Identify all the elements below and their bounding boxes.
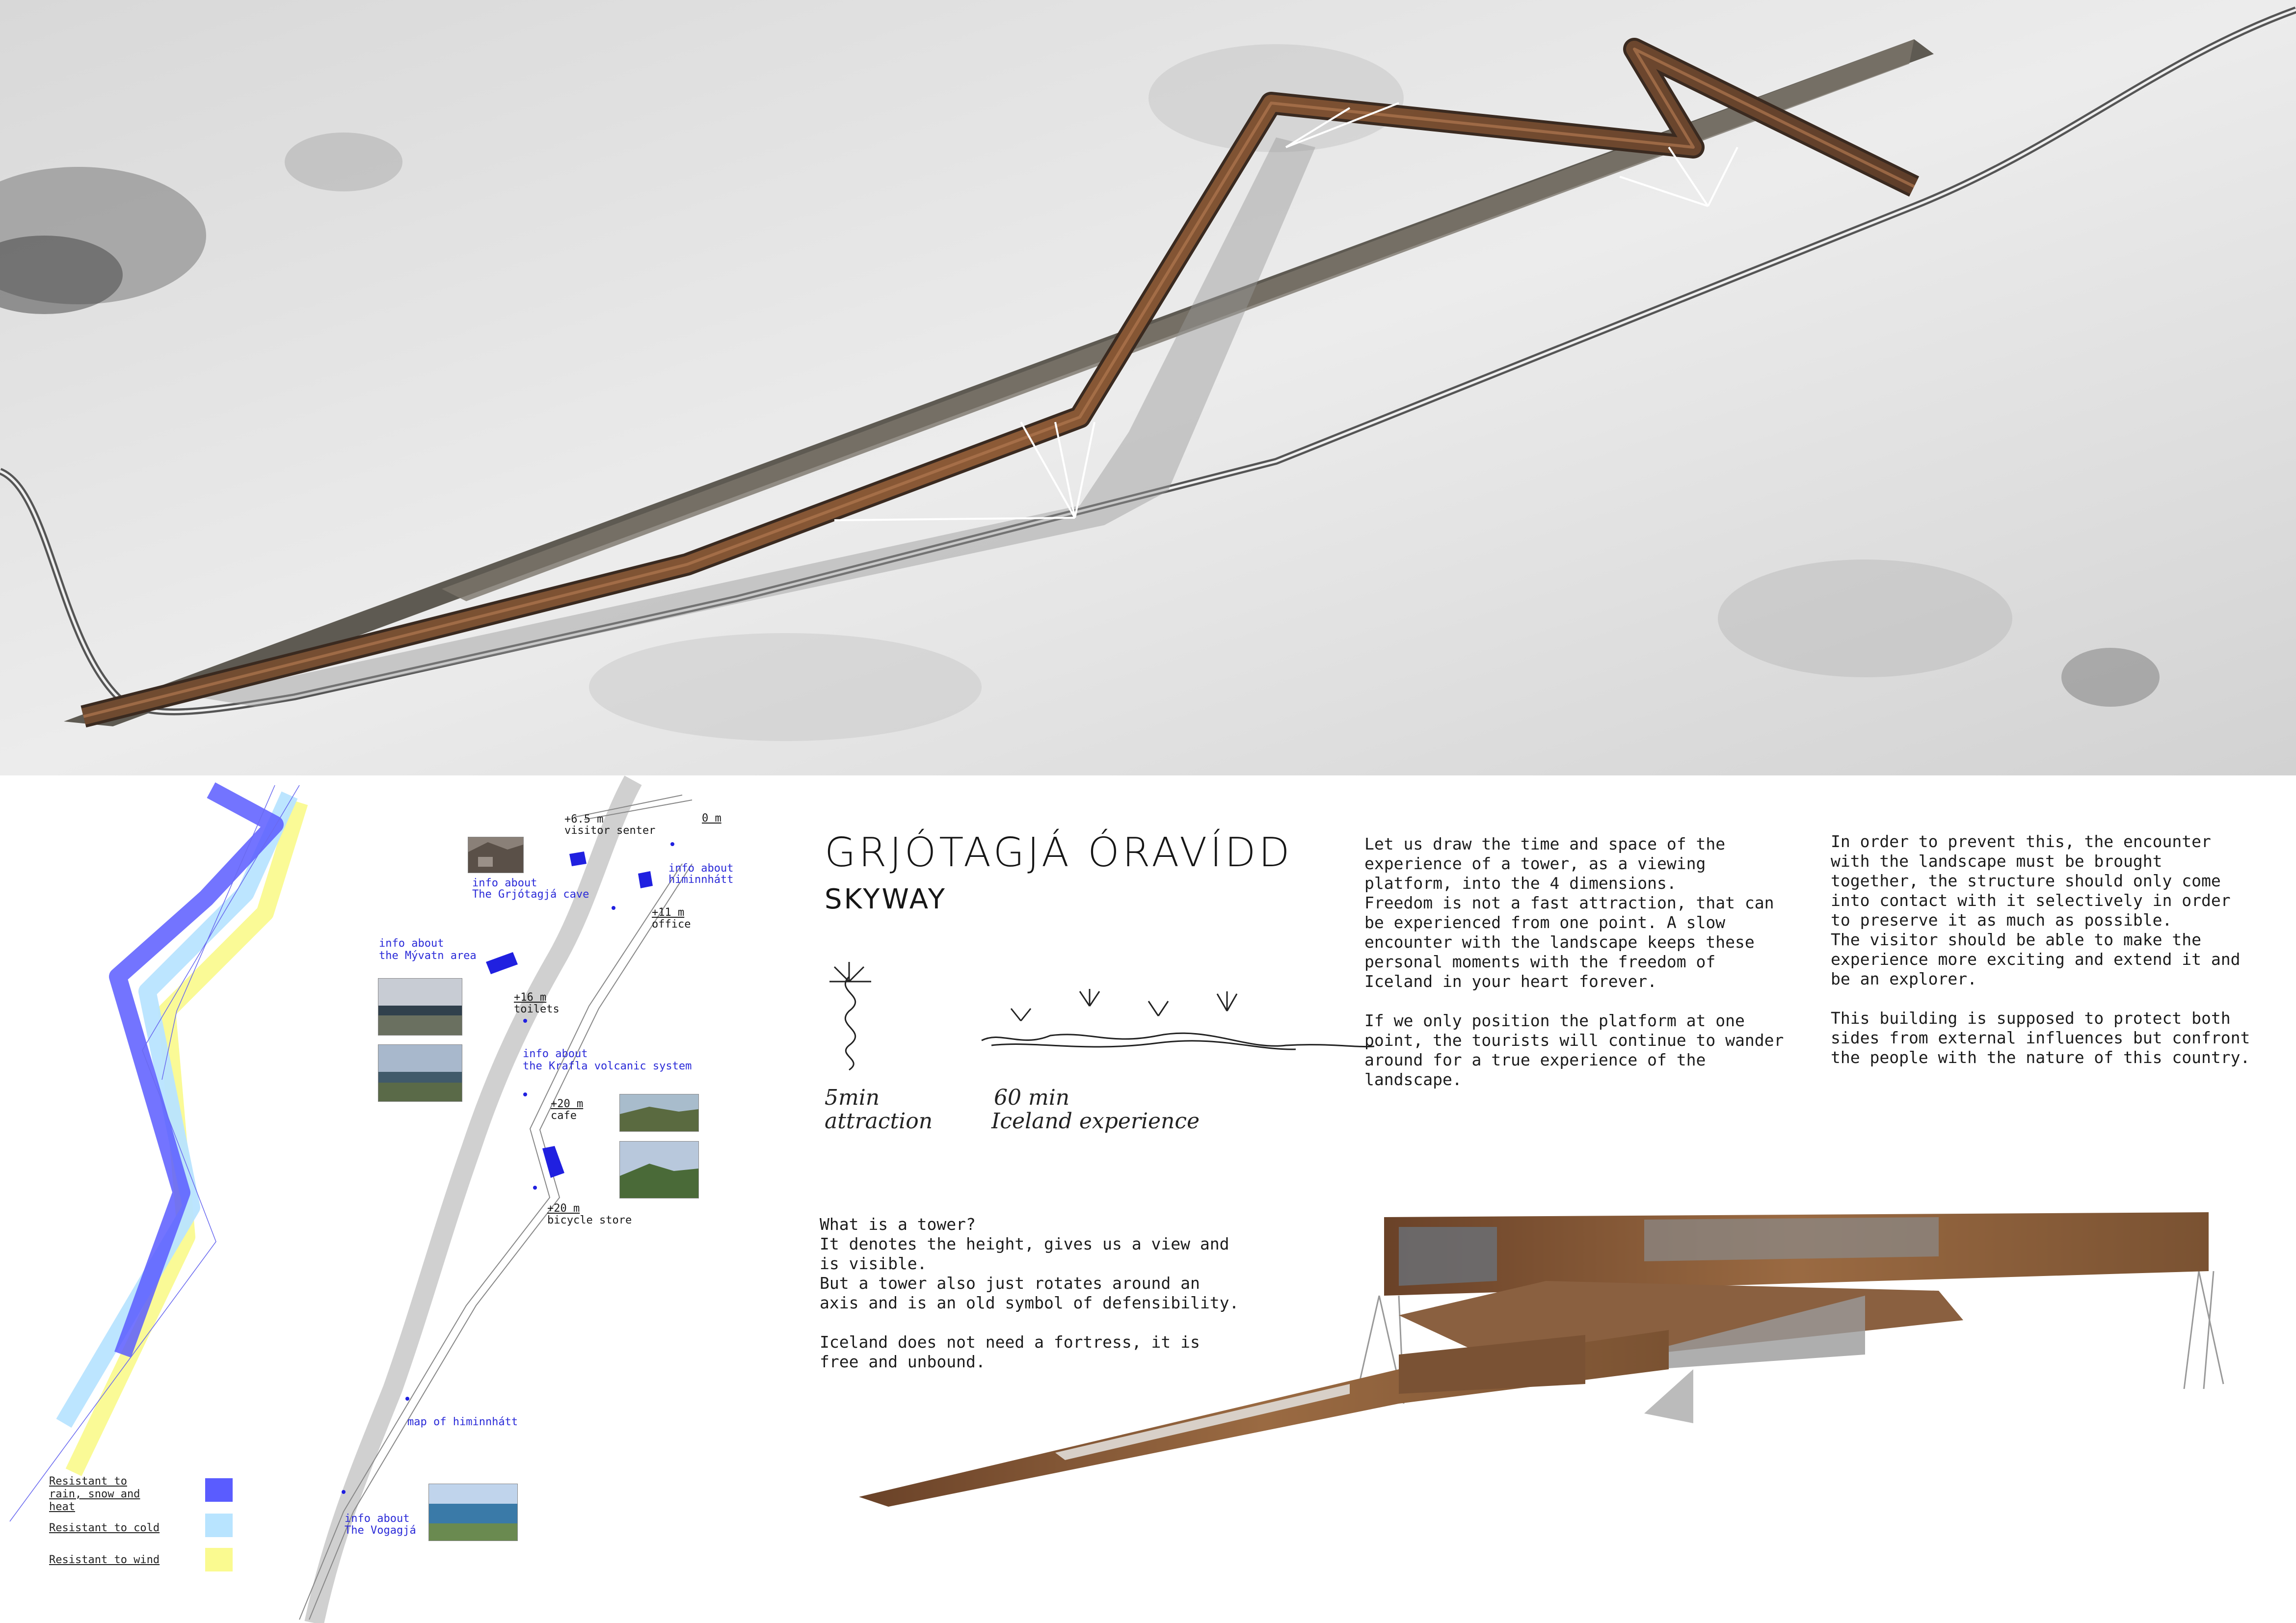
sketch-left-caption-2: attraction <box>825 1109 933 1134</box>
info-grjotagja-line2: The Grjótagjá cave <box>472 888 589 901</box>
info-vogagja-line1: info about <box>345 1513 410 1525</box>
info-vogagja-line2: The Vogagjá <box>345 1524 416 1537</box>
info-myvatn-line1: info about <box>379 937 444 950</box>
intro-text: Let us draw the time and space of the experience of a tower, as a viewing platform, into the 4 dimensions. Freedom is not a fast attraction, that can be experienced from one point. A slow encounter with the landscape keeps these personal moments with the freedom of Iceland in your heart forever. If we only position the platform at one point, the tourists will continue to wander around for a true experience of the landscape. <box>1364 834 1784 1089</box>
page-subtitle: SKYWAY <box>825 883 947 915</box>
myvatn-photo <box>378 978 462 1036</box>
sketch-left-caption-1: 5min <box>825 1085 880 1110</box>
legend-label-rain-3: heat <box>49 1501 75 1513</box>
cafe-level: +20 m <box>551 1098 584 1110</box>
toilets-level: +16 m <box>514 991 547 1004</box>
legend-label-wind: Resistant to wind <box>49 1554 160 1566</box>
map-himinnhatt-label: map of himinnhátt <box>407 1416 518 1428</box>
info-myvatn-line2: the Mývatn area <box>379 950 477 962</box>
krafla-photo <box>619 1094 699 1132</box>
info-krafla-line1: info about <box>523 1048 588 1060</box>
sketch-right-caption-1: 60 min <box>994 1085 1070 1110</box>
office-level: +11 m <box>652 906 685 919</box>
info-krafla-line2: the Krafla volcanic system <box>523 1060 692 1072</box>
office-block <box>638 871 653 888</box>
office-label: office <box>652 918 691 931</box>
info-himinnhatt-line2: himinnhátt <box>668 874 734 886</box>
visitor-center-label: visitor senter <box>564 825 656 837</box>
volcanic-landscape-photo <box>619 1141 699 1198</box>
legend-swatch-light-blue <box>205 1514 233 1537</box>
lake-photo <box>378 1044 462 1102</box>
legend-swatch-blue <box>205 1478 233 1502</box>
page-title: GRJÓTAGJÁ ÓRAVÍDD <box>825 829 1293 876</box>
sketch-right-caption-2: Iceland experience <box>991 1109 1200 1134</box>
cafe-bicycle-block <box>542 1146 564 1178</box>
visitor-center-block <box>569 851 587 866</box>
toilets-block <box>486 952 518 974</box>
info-himinnhatt-line1: info about <box>668 862 734 875</box>
info-grjotagja-line1: info about <box>472 877 537 889</box>
legend-swatch-yellow <box>205 1548 233 1571</box>
cafe-label: cafe <box>551 1110 577 1122</box>
concept-sketch <box>815 962 1374 1075</box>
elevation-rendering <box>859 1207 2258 1512</box>
bicycle-level: +20 m <box>547 1202 580 1215</box>
aerial-rendering <box>0 0 2296 775</box>
right-text: In order to prevent this, the encounter with the landscape must be brought together, the structure should only come into contact with it selectively in order to preserve it as much as possible. The visitor should be able to make the experience more exciting and extend it and be an explorer. This building is supposed to protect both sides from external influences but confront the people with the nature of this country. <box>1831 832 2250 1067</box>
visitor-center-level: +6.5 m <box>564 813 604 825</box>
vogagja-photo <box>428 1484 518 1541</box>
toilets-label: toilets <box>514 1003 560 1015</box>
tower-text: What is a tower? It denotes the height, gives us a view and is visible. But a tower also just rotates around an axis and is an old symbol of defensibility. Iceland does not need a fortress, it is free and unbound. <box>820 1215 1239 1371</box>
legend-label-cold: Resistant to cold <box>49 1522 160 1534</box>
grjotagja-cave-photo <box>468 837 524 873</box>
legend-label-rain-2: rain, snow and <box>49 1488 140 1500</box>
bicycle-label: bicycle store <box>547 1214 632 1226</box>
legend-label-rain-1: Resistant to <box>49 1475 127 1488</box>
zero-level-label: 0 m <box>702 812 721 825</box>
